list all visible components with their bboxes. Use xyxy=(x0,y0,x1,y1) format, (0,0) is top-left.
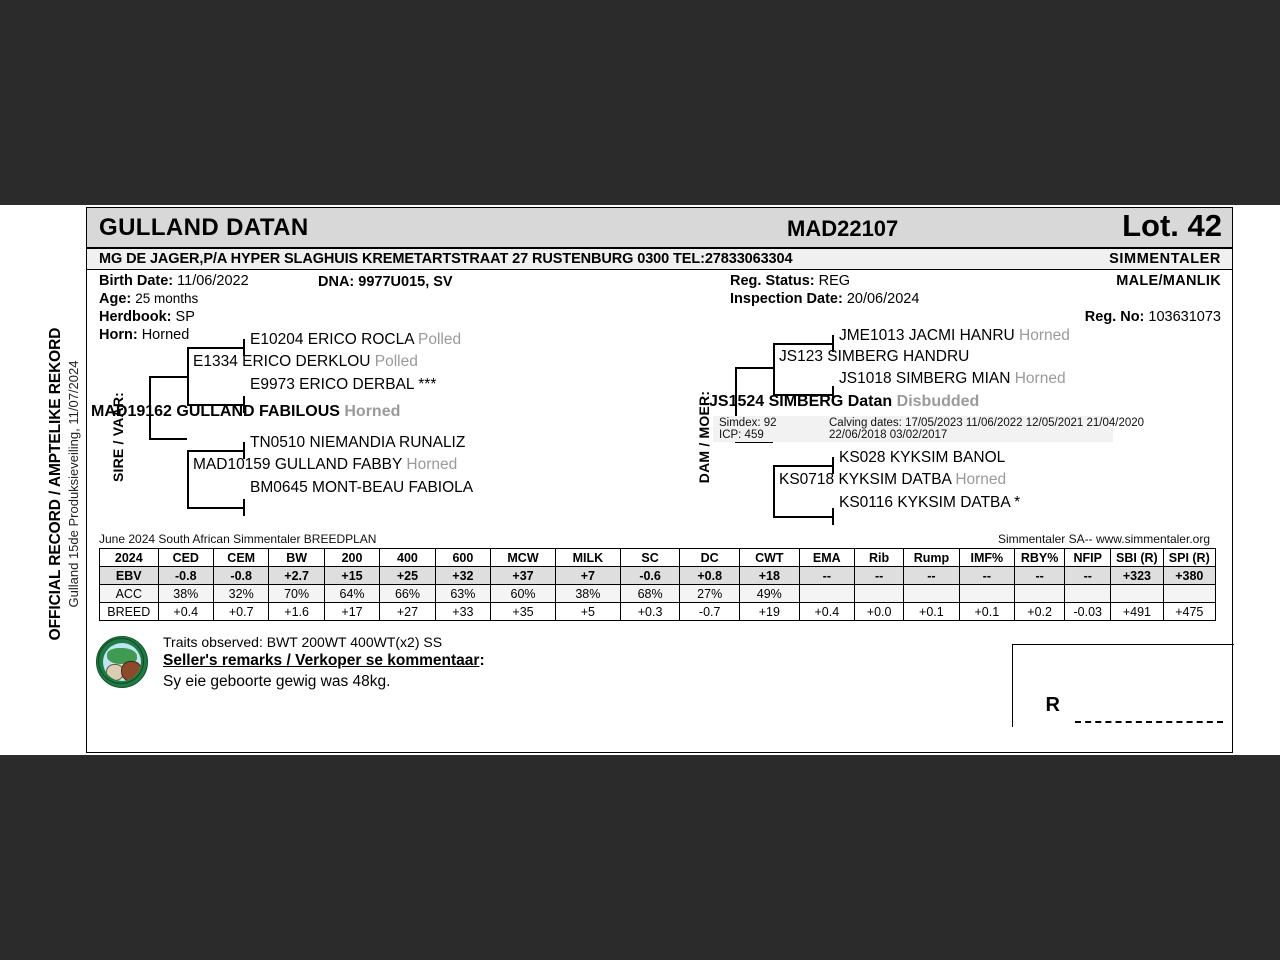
breedplan-cell: +33 xyxy=(435,603,490,621)
dam-sire-connector-h-top xyxy=(773,343,833,345)
sire-dam-connector-h-bottom xyxy=(187,507,244,509)
breedplan-column-header: SBI (R) xyxy=(1111,549,1163,567)
dam-dam-tick-bottom xyxy=(832,508,834,525)
price-input-line[interactable] xyxy=(1075,721,1223,723)
reg-no-row xyxy=(1085,309,1221,325)
sidebar-official-record-text: OFFICIAL RECORD / AMPTELIKE REKORD xyxy=(47,327,64,641)
breedplan-cell xyxy=(1163,585,1215,603)
page-title: GULLAND DATAN xyxy=(99,214,309,241)
animal-id: MAD22107 xyxy=(787,216,899,241)
dam-dam-connector-h-top xyxy=(773,465,833,467)
breedplan-column-header: 200 xyxy=(324,549,379,567)
sidebar-vertical-label xyxy=(28,205,86,755)
breedplan-column-header: CEM xyxy=(213,549,268,567)
breedplan-cell: +0.4 xyxy=(799,603,854,621)
sire-connector-h1 xyxy=(149,376,187,378)
breedplan-cell: +380 xyxy=(1163,567,1215,585)
dam-connector-h1 xyxy=(735,367,773,369)
inspection-date-row xyxy=(730,291,919,307)
breedplan-cell: -- xyxy=(799,567,854,585)
herdbook-label: Herdbook: xyxy=(99,309,172,325)
sire-granddam-bottom: BM0645 MONT-BEAU FABIOLA xyxy=(250,479,474,496)
sex-value: MALE/MANLIK xyxy=(1116,273,1221,289)
birth-date-row xyxy=(99,273,249,289)
horn-status: Horned xyxy=(955,471,1007,488)
breedplan-cell: +7 xyxy=(555,567,620,585)
breedplan-cell xyxy=(799,585,854,603)
breedplan-caption-right: Simmentaler SA-- www.simmentaler.org xyxy=(997,532,1210,546)
dam-simdex: Simdex: 92 xyxy=(719,417,777,429)
horn-status: Polled xyxy=(418,331,462,348)
dam-granddam-top: KS028 KYKSIM BANOL xyxy=(839,449,1006,466)
breedplan-row-label: BREED xyxy=(100,603,159,621)
breedplan-column-header: 400 xyxy=(380,549,435,567)
breedplan-cell: +0.3 xyxy=(620,603,680,621)
reg-status-value: REG xyxy=(818,273,851,289)
dam-granddam: KS0718 KYKSIM DATBA Horned xyxy=(779,471,1007,488)
breedplan-column-header: 600 xyxy=(435,549,490,567)
breedplan-cell: +0.8 xyxy=(680,567,740,585)
sidebar-auction-text: Gulland 15de Produksieveiling, 11/07/2024 xyxy=(66,360,81,608)
herdbook-value: SP xyxy=(175,309,195,325)
breedplan-cell: +491 xyxy=(1111,603,1163,621)
reg-no-value: 103631073 xyxy=(1148,309,1221,325)
horn-value: Horned xyxy=(141,327,190,343)
age-row xyxy=(99,291,198,307)
dam-pedigree xyxy=(677,327,1234,533)
breedplan-cell: +37 xyxy=(491,567,556,585)
sellers-remarks-underlined: Seller's remarks / Verkoper se kommentaar xyxy=(163,652,480,669)
breedplan-cell: +15 xyxy=(324,567,379,585)
reg-no-label: Reg. No: xyxy=(1084,309,1145,325)
sellers-remarks-text: Sy eie geboorte gewig was 48kg. xyxy=(163,673,391,690)
dam-axis-label: DAM / MOER: xyxy=(696,390,712,484)
dam-calving-dates-line1: Calving dates: 17/05/2023 11/06/2022 12/05/2021 21/04/2020 xyxy=(829,417,1145,429)
breedplan-cell: +5 xyxy=(555,603,620,621)
breedplan-row-ebv xyxy=(100,567,1216,585)
breedplan-column-header: IMF% xyxy=(959,549,1014,567)
breedplan-cell: -0.8 xyxy=(158,567,213,585)
lot-number: Lot. 42 xyxy=(1122,208,1222,243)
birth-date-label: Birth Date: xyxy=(99,273,174,289)
dam-dam-connector-v xyxy=(773,465,775,517)
simmentaler-logo-icon xyxy=(96,636,148,688)
sire-dam-connector-v xyxy=(187,450,189,508)
breedplan-table xyxy=(99,548,1216,621)
reg-status-label: Reg. Status: xyxy=(730,273,815,289)
breedplan-cell xyxy=(959,585,1014,603)
signature-box[interactable] xyxy=(1012,644,1234,727)
inspection-date-value: 20/06/2024 xyxy=(846,291,920,307)
breedplan-cell: 70% xyxy=(269,585,324,603)
dam-sire-connector-v xyxy=(773,343,775,395)
breedplan-cell: -0.03 xyxy=(1065,603,1111,621)
breedplan-column-header: MCW xyxy=(491,549,556,567)
sire-sire-connector-v xyxy=(187,347,189,405)
breedplan-cell: -0.6 xyxy=(620,567,680,585)
breedplan-section xyxy=(87,533,1232,630)
breedplan-cell xyxy=(1015,585,1065,603)
breedplan-cell: 49% xyxy=(740,585,800,603)
breedplan-cell: 60% xyxy=(491,585,556,603)
dam-name: JS1524 SIMBERG Datan Disbudded xyxy=(709,393,980,410)
breedplan-cell xyxy=(904,585,959,603)
breed-name: SIMMENTALER xyxy=(1109,251,1221,267)
breedplan-row-label: ACC xyxy=(100,585,159,603)
breedplan-cell: -- xyxy=(855,567,904,585)
breedplan-cell: -- xyxy=(1015,567,1065,585)
breedplan-cell: 66% xyxy=(380,585,435,603)
sire-dam-tick-bottom xyxy=(243,499,245,516)
breedplan-cell: 32% xyxy=(213,585,268,603)
pedigree-area xyxy=(87,327,1232,533)
traits-observed: Traits observed: BWT 200WT 400WT(x2) SS xyxy=(163,634,443,650)
age-value: 25 months xyxy=(135,291,199,306)
breedplan-cell: -- xyxy=(904,567,959,585)
breedplan-cell: 68% xyxy=(620,585,680,603)
horn-status: Disbudded xyxy=(896,393,980,410)
dam-calving-dates-line2: 22/06/2018 03/02/2017 xyxy=(829,429,948,441)
sire-pedigree xyxy=(87,331,667,533)
breedplan-cell: 64% xyxy=(324,585,379,603)
age-label: Age: xyxy=(99,291,132,307)
breedplan-cell: +0.7 xyxy=(213,603,268,621)
owner-address-bar xyxy=(87,249,1232,270)
breedplan-cell: +18 xyxy=(740,567,800,585)
breedplan-cell xyxy=(1111,585,1163,603)
breedplan-cell: 27% xyxy=(680,585,740,603)
dam-dam-connector-h-bottom xyxy=(773,516,833,518)
dam-icp: ICP: 459 xyxy=(719,429,764,441)
breedplan-column-header: SPI (R) xyxy=(1163,549,1215,567)
animal-record-card xyxy=(86,207,1233,753)
birth-date-value: 11/06/2022 xyxy=(177,273,249,289)
breedplan-column-header: MILK xyxy=(555,549,620,567)
breedplan-cell: -0.8 xyxy=(213,567,268,585)
breedplan-cell: +27 xyxy=(380,603,435,621)
breedplan-cell xyxy=(855,585,904,603)
breedplan-cell: -- xyxy=(959,567,1014,585)
breedplan-cell: +35 xyxy=(491,603,556,621)
owner-address: MG DE JAGER,P/A HYPER SLAGHUIS KREMETARTSTRAAT 27 RUSTENBURG 0300 TEL:27833063304 xyxy=(99,251,793,267)
breedplan-cell: +1.6 xyxy=(269,603,324,621)
herdbook-row xyxy=(99,309,195,325)
breedplan-cell: +0.4 xyxy=(158,603,213,621)
breedplan-cell: +323 xyxy=(1111,567,1163,585)
price-currency-symbol: R xyxy=(1045,694,1060,716)
breedplan-cell: 63% xyxy=(435,585,490,603)
breedplan-column-header: RBY% xyxy=(1015,549,1065,567)
breedplan-row-breed xyxy=(100,603,1216,621)
breedplan-header-row xyxy=(100,549,1216,567)
horn-status: Horned xyxy=(344,403,401,420)
breedplan-cell: +25 xyxy=(380,567,435,585)
breedplan-cell: +2.7 xyxy=(269,567,324,585)
dam-grandsire-bottom: JS1018 SIMBERG MIAN Horned xyxy=(839,370,1066,387)
horn-status: Horned xyxy=(1014,370,1066,387)
breedplan-cell: +0.0 xyxy=(855,603,904,621)
breedplan-cell: -0.7 xyxy=(680,603,740,621)
breedplan-column-header: BW xyxy=(269,549,324,567)
breedplan-cell: +0.1 xyxy=(904,603,959,621)
record-title-bar xyxy=(87,208,1232,249)
breedplan-column-header: NFIP xyxy=(1065,549,1111,567)
breedplan-column-header: SC xyxy=(620,549,680,567)
breedplan-cell: 38% xyxy=(158,585,213,603)
breedplan-cell: +17 xyxy=(324,603,379,621)
breedplan-cell: +0.1 xyxy=(959,603,1014,621)
sellers-remarks-label xyxy=(163,652,485,670)
dam-grandsire-top: JME1013 JACMI HANRU Horned xyxy=(839,327,1070,344)
sire-grandsire-top: E10204 ERICO ROCLA Polled xyxy=(250,331,462,348)
reg-status-row xyxy=(730,273,850,289)
breedplan-row-label: EBV xyxy=(100,567,159,585)
sire-granddam: MAD10159 GULLAND FABBY Horned xyxy=(193,456,458,473)
breedplan-cell xyxy=(1065,585,1111,603)
sire-name: MAD19162 GULLAND FABILOUS Horned xyxy=(91,403,401,420)
sire-dam-connector-h-top xyxy=(187,450,244,452)
footer-section xyxy=(87,630,1232,726)
dam-granddam-bottom: KS0116 KYKSIM DATBA * xyxy=(839,494,1021,511)
breedplan-cell: -- xyxy=(1065,567,1111,585)
horn-status: Polled xyxy=(374,353,418,370)
sire-granddam-top: TN0510 NIEMANDIA RUNALIZ xyxy=(250,434,466,451)
sire-grandsire: E1334 ERICO DERKLOU Polled xyxy=(193,353,418,370)
dam-stats-band xyxy=(713,416,1145,442)
sire-connector-h2 xyxy=(149,438,187,440)
horn-label: Horn: xyxy=(99,327,138,343)
sire-sire-connector-h-top xyxy=(187,347,244,349)
breedplan-cell: 38% xyxy=(555,585,620,603)
breedplan-cell: +32 xyxy=(435,567,490,585)
breedplan-year-cell: 2024 xyxy=(100,549,159,567)
sire-axis-label: SIRE / VAAR: xyxy=(110,391,126,483)
sellers-remarks-colon: : xyxy=(479,652,485,669)
sire-grandsire-bottom: E9973 ERICO DERBAL *** xyxy=(250,376,437,393)
dam-grandsire: JS123 SIMBERG HANDRU xyxy=(779,348,970,365)
breedplan-column-header: EMA xyxy=(799,549,854,567)
breedplan-caption-left: June 2024 South African Simmentaler BREEDPLAN xyxy=(99,532,377,546)
dna-value: DNA: 9977U015, SV xyxy=(318,274,453,290)
inspection-date-label: Inspection Date: xyxy=(730,291,843,307)
breedplan-column-header: Rump xyxy=(904,549,959,567)
breedplan-cell: +19 xyxy=(740,603,800,621)
breedplan-column-header: CED xyxy=(158,549,213,567)
breedplan-row-acc xyxy=(100,585,1216,603)
breedplan-column-header: CWT xyxy=(740,549,800,567)
horn-status: Horned xyxy=(406,456,458,473)
breedplan-column-header: Rib xyxy=(855,549,904,567)
breedplan-cell: +0.2 xyxy=(1015,603,1065,621)
breedplan-cell: +475 xyxy=(1163,603,1215,621)
horn-status: Horned xyxy=(1019,327,1070,344)
breedplan-column-header: DC xyxy=(680,549,740,567)
